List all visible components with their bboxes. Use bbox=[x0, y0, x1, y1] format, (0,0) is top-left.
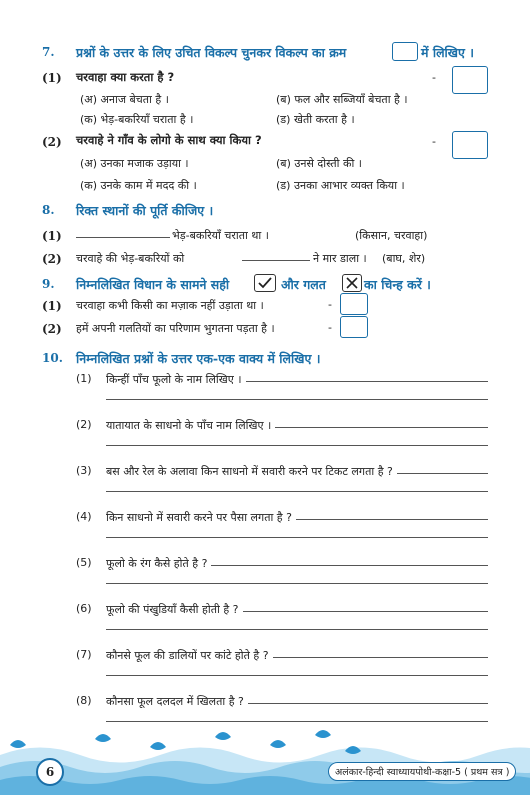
q9-2-dash: - bbox=[328, 321, 332, 334]
q10-1-text: किन्हीं पाँच फूलो के नाम लिखिए । bbox=[106, 373, 242, 386]
q10-2-number: (2) bbox=[76, 418, 92, 431]
q7-1-text: चरवाहा क्या करता है ? bbox=[76, 70, 175, 84]
q10-4-answer-line-1[interactable] bbox=[296, 519, 488, 520]
q10-1-answer-line-1[interactable] bbox=[246, 381, 488, 382]
q10-3-answer-line-2[interactable] bbox=[106, 491, 488, 492]
q10-6-answer-line-2[interactable] bbox=[106, 629, 488, 630]
q10-7-text: कौनसे फूल की डालियों पर कांटे होते है ? bbox=[106, 649, 269, 662]
q7-1-option-c: (क) भेड़-बकरियाँ चराता है । bbox=[80, 113, 194, 126]
section-10-number: 10. bbox=[42, 351, 63, 365]
section-7-number: 7. bbox=[42, 45, 55, 59]
tick-mark-icon bbox=[254, 274, 276, 292]
section-9-heading-a: निम्नलिखित विधान के सामने सही bbox=[76, 277, 230, 292]
section-7-heading-end: में लिखिए । bbox=[421, 45, 475, 60]
q8-2-hint: (बाघ, शेर) bbox=[382, 252, 426, 265]
q10-7-answer-line-2[interactable] bbox=[106, 675, 488, 676]
section-9-heading-b: और गलत bbox=[281, 277, 326, 292]
q10-5-text: फूलो के रंग कैसे होते है ? bbox=[106, 557, 208, 570]
footer-wave-decoration bbox=[0, 725, 530, 795]
q7-2-dash: - bbox=[432, 135, 436, 148]
q8-2-text-b: ने मार डाला । bbox=[313, 252, 367, 265]
q7-1-option-b: (ब) फल और सब्जियाँ बेचता है । bbox=[276, 93, 408, 106]
section-10-heading: निम्नलिखित प्रश्नों के उत्तर एक-एक वाक्य में लिखिए । bbox=[76, 351, 321, 366]
q8-1-hint: (किसान, चरवाहा) bbox=[355, 229, 428, 242]
section-8-number: 8. bbox=[42, 203, 55, 217]
section-7-heading: प्रश्नों के उत्तर के लिए उचित विकल्प चुनकर विकल्प का क्रम bbox=[76, 45, 347, 60]
q9-2-answer-box[interactable] bbox=[340, 316, 368, 338]
q10-8-number: (8) bbox=[76, 694, 92, 707]
q10-3-text: बस और रेल के अलावा किन साधनो में सवारी करने पर टिकट लगता है ? bbox=[106, 465, 393, 478]
q7-2-text: चरवाहे ने गाँव के लोगो के साथ क्या किया ? bbox=[76, 133, 262, 147]
section-8-heading: रिक्त स्थानों की पूर्ति कीजिए । bbox=[76, 203, 214, 218]
q10-2-answer-line-1[interactable] bbox=[275, 427, 488, 428]
q8-2-blank-line[interactable] bbox=[242, 260, 310, 261]
q10-8-text: कौनसा फूल दलदल में खिलता है ? bbox=[106, 695, 244, 708]
q7-2-option-b: (ब) उनसे दोस्ती की । bbox=[276, 157, 362, 170]
q8-2-number: (2) bbox=[42, 252, 62, 266]
section-9-number: 9. bbox=[42, 277, 55, 291]
q7-2-option-d: (ड) उनका आभार व्यक्त किया । bbox=[276, 179, 405, 192]
q7-1-dash: - bbox=[432, 71, 436, 84]
q10-3-answer-line-1[interactable] bbox=[397, 473, 488, 474]
q7-1-answer-box[interactable] bbox=[452, 66, 488, 94]
q10-6-text: फूलो की पंखुडियाँ कैसी होती है ? bbox=[106, 603, 239, 616]
q9-1-text: चरवाहा कभी किसी का मज़ाक नहीं उड़ाता था । bbox=[76, 299, 264, 312]
q10-1-number: (1) bbox=[76, 372, 92, 385]
answer-order-box bbox=[392, 42, 418, 61]
q10-6-number: (6) bbox=[76, 602, 92, 615]
q10-4-answer-line-2[interactable] bbox=[106, 537, 488, 538]
q7-2-option-a: (अ) उनका मजाक उड़ाया । bbox=[80, 157, 189, 170]
cross-mark-icon bbox=[342, 274, 362, 292]
book-title-badge: अलंकार-हिन्दी स्वाध्यायपोथी-कक्षा-5 ( प्रथम सत्र ) bbox=[328, 762, 516, 781]
q8-2-text-a: चरवाहे की भेड़-बकरियों को bbox=[76, 252, 185, 265]
q10-4-text: किन साधनो में सवारी करने पर पैसा लगता है ? bbox=[106, 511, 292, 524]
q9-1-number: (1) bbox=[42, 299, 62, 313]
q10-2-answer-line-2[interactable] bbox=[106, 445, 488, 446]
q10-7-answer-line-1[interactable] bbox=[273, 657, 488, 658]
q9-1-answer-box[interactable] bbox=[340, 293, 368, 315]
q7-1-number: (1) bbox=[42, 71, 62, 85]
section-9-heading-c: का चिन्ह करें । bbox=[364, 277, 431, 292]
q7-2-option-c: (क) उनके काम में मदद की । bbox=[80, 179, 197, 192]
q10-1-answer-line-2[interactable] bbox=[106, 399, 488, 400]
q10-4-number: (4) bbox=[76, 510, 92, 523]
q10-2-text: यातायात के साधनो के पाँच नाम लिखिए । bbox=[106, 419, 272, 432]
q7-1-option-a: (अ) अनाज बेचता है । bbox=[80, 93, 169, 106]
q10-7-number: (7) bbox=[76, 648, 92, 661]
q10-5-answer-line-2[interactable] bbox=[106, 583, 488, 584]
q10-8-answer-line-1[interactable] bbox=[248, 703, 488, 704]
q8-1-number: (1) bbox=[42, 229, 62, 243]
q10-3-number: (3) bbox=[76, 464, 92, 477]
q10-5-answer-line-1[interactable] bbox=[211, 565, 488, 566]
page-number: 6 bbox=[36, 758, 64, 786]
q8-1-text: भेड़-बकरियाँ चराता था । bbox=[172, 229, 269, 242]
q8-1-blank-line[interactable] bbox=[76, 237, 170, 238]
q9-1-dash: - bbox=[328, 298, 332, 311]
q7-2-number: (2) bbox=[42, 135, 62, 149]
q10-6-answer-line-1[interactable] bbox=[243, 611, 488, 612]
q9-2-text: हमें अपनी गलतियों का परिणाम भुगतना पड़ता है । bbox=[76, 322, 275, 335]
q10-5-number: (5) bbox=[76, 556, 92, 569]
q7-2-answer-box[interactable] bbox=[452, 131, 488, 159]
q9-2-number: (2) bbox=[42, 322, 62, 336]
q7-1-option-d: (ड) खेती करता है । bbox=[276, 113, 355, 126]
q10-8-answer-line-2[interactable] bbox=[106, 721, 488, 722]
